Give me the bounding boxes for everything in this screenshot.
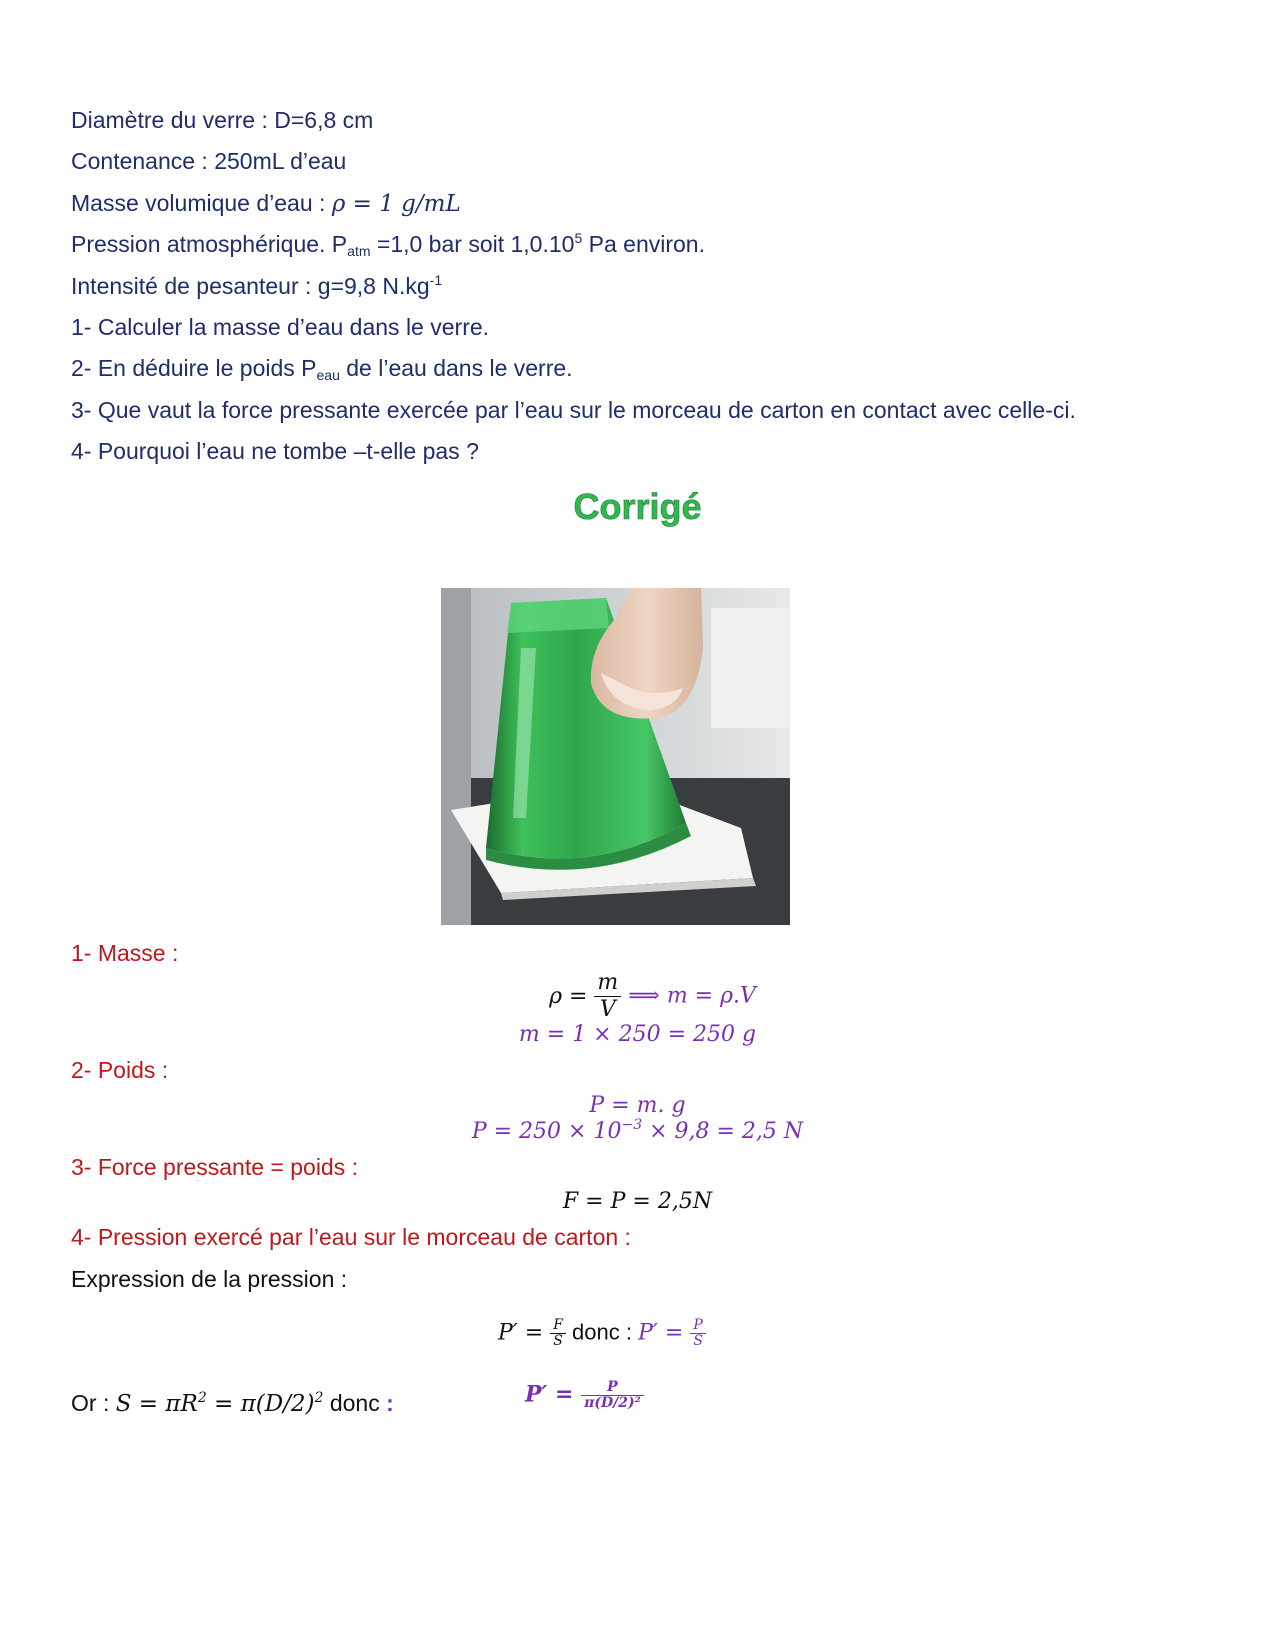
pression-sub: atm	[347, 243, 371, 259]
or-sup-a: 2	[197, 1390, 207, 1406]
answer-4-heading: 4- Pression exercé par l’eau sur le morceau de carton :	[71, 1224, 631, 1250]
or-colon: :	[386, 1390, 394, 1416]
pression-text-a: Pression atmosphérique. P	[71, 231, 348, 257]
formula-surface	[71, 1390, 394, 1417]
photo-verre-retourne	[441, 588, 790, 925]
question-4: 4- Pourquoi l’eau ne tombe –t-elle pas ?	[71, 438, 479, 464]
or-donc: donc	[323, 1390, 387, 1416]
formula-poids-calcul	[0, 1119, 1275, 1144]
pesanteur-text: Intensité de pesanteur : g=9,8 N.kg	[71, 273, 430, 299]
formula-pression	[498, 1318, 706, 1349]
expression-label: Expression de la pression :	[71, 1266, 348, 1292]
data-contenance: Contenance : 250mL d’eau	[71, 148, 347, 174]
fraction-m-over-v	[594, 970, 621, 1023]
question-1: 1- Calculer la masse d’eau dans le verre.	[71, 314, 490, 340]
pression-text-b: =1,0 bar soit 1,0.10	[370, 231, 575, 257]
formula-pression-donc: donc :	[565, 1319, 639, 1345]
or-sup-b: 2	[314, 1390, 324, 1406]
answer-2-heading: 2- Poids :	[71, 1057, 169, 1083]
formula-pression-finale	[525, 1380, 644, 1411]
question-2-b: de l’eau dans le verre.	[339, 355, 573, 381]
question-2-a: 2- En déduire le poids P	[71, 355, 317, 381]
fraction-p-over-area	[581, 1380, 644, 1411]
or-label: Or :	[71, 1390, 116, 1416]
question-2	[71, 355, 573, 383]
pesanteur-sup: -1	[429, 272, 443, 288]
fraction-numerator: P	[690, 1318, 706, 1334]
masse-vol-formula: ρ = 1 g/mL	[331, 191, 461, 217]
formula-poids-b: × 9,8 = 2,5 N	[642, 1119, 804, 1144]
formula-pression-right: P′ =	[638, 1320, 691, 1346]
data-pesanteur	[71, 273, 442, 300]
fraction-numerator: m	[594, 970, 621, 997]
formula-finale-left: P′ =	[525, 1381, 582, 1408]
formula-masse-right: ⟹ m = ρ.V	[621, 983, 756, 1009]
photo-illustration	[441, 588, 790, 925]
formula-pression-left: P′ =	[498, 1320, 551, 1346]
data-masse-volumique	[71, 190, 461, 217]
answer-3-heading: 3- Force pressante = poids :	[71, 1154, 359, 1180]
answer-1-heading: 1- Masse :	[71, 940, 179, 966]
corrige-title: Corrigé	[573, 486, 702, 527]
formula-poids-exp: −3	[621, 1117, 643, 1133]
fraction-f-over-s	[550, 1318, 566, 1349]
fraction-p-over-s	[690, 1318, 706, 1349]
pression-text-c: Pa environ.	[582, 231, 705, 257]
pression-sup: 5	[574, 230, 583, 246]
formula-masse	[0, 970, 1275, 1023]
or-formula-a: S = πR	[115, 1391, 198, 1417]
fraction-denominator: S	[553, 1333, 563, 1349]
fraction-numerator: P	[581, 1380, 644, 1396]
formula-force: F = P = 2,5N	[562, 1189, 713, 1214]
or-formula-b: = π(D/2)	[206, 1391, 315, 1417]
data-diametre: Diamètre du verre : D=6,8 cm	[71, 107, 374, 133]
masse-vol-label: Masse volumique d’eau :	[71, 190, 332, 216]
fraction-denominator: V	[599, 997, 616, 1022]
question-2-sub: eau	[316, 367, 340, 383]
formula-masse-calcul: m = 1 × 250 = 250 g	[518, 1022, 757, 1047]
formula-poids: P = m. g	[589, 1093, 686, 1118]
question-3: 3- Que vaut la force pressante exercée par l’eau sur le morceau de carton en contact avec celle-ci.	[71, 397, 1076, 423]
fraction-denominator: S	[693, 1333, 703, 1349]
formula-masse-left: ρ =	[549, 983, 595, 1009]
fraction-denominator: π(D/2)²	[584, 1395, 641, 1411]
fraction-numerator: F	[550, 1318, 566, 1334]
data-pression	[71, 231, 705, 259]
formula-poids-a: P = 250 × 10	[471, 1119, 622, 1144]
